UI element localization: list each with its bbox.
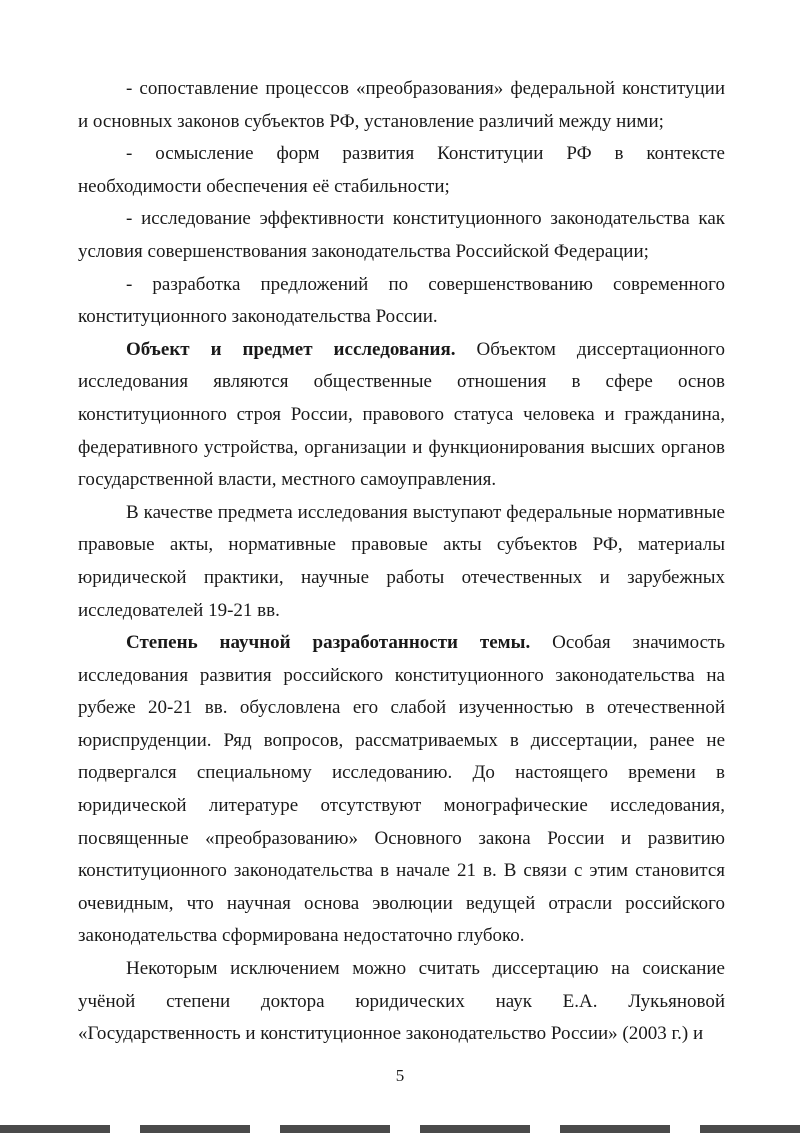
paragraph-object-subject [78,334,725,497]
paragraph-text: Особая значимость исследования развития российского конституционного законодательства на рубеже 20-21 вв. обусловлена его слабой изученностью в отечественной юриспруденции. Ряд вопросов, рассматриваемых в диссертации, ранее не подвергался специальному исследованию. До настоящего времени в юридической литературе отсутствуют монографические исследования, посвященные «преобразованию» Основного закона России и развитию конституционного законодательства в начале 21 в. В связи с этим становится очевидным, что научная основа эволюции ведущей отрасли российского законодательства сформирована недостаточно глубоко. [78,632,726,947]
paragraph-exception [78,953,725,1051]
paragraph-subject [78,497,725,627]
body-text [78,73,725,1051]
list-item-forms [78,138,725,203]
paragraph-text: - сопоставление процессов «преобразования» федеральной конституции и основных законов субъектов РФ, установление различий между ними; [78,78,725,132]
list-item-effectiveness [78,203,725,268]
list-item-comparison [78,73,725,138]
list-item-proposals [78,269,725,334]
paragraph-text: - осмысление форм развития Конституции РФ в контексте необходимости обеспечения её стабильности; [78,143,725,197]
scan-edge [0,1125,800,1133]
paragraph-text: - исследование эффективности конституционного законодательства как условия совершенствования законодательства Российской Федерации; [78,208,725,262]
paragraph-text: Некоторым исключением можно считать диссертацию на соискание учёной степени доктора юридических наук Е.А. Лукьяновой «Государственность и конституционное законодательство России» (2003 г.) и [78,958,725,1045]
paragraph-lead: Объект и предмет исследования. [126,338,456,360]
paragraph-text: В качестве предмета исследования выступают федеральные нормативные правовые акты, нормативные правовые акты субъектов РФ, материалы юридической практики, научные работы отечественных и зарубежных исследователей 19-21 вв. [78,501,725,621]
paragraph-research-degree [78,627,725,953]
paragraph-lead: Степень научной разработанности темы. [126,632,531,654]
paragraph-text: Объектом диссертационного исследования являются общественные отношения в сфере основ конституционного строя России, правового статуса человека и гражданина, федеративного устройства, организации и функционирования высших органов государственной власти, местного самоуправления. [78,338,725,491]
page-number: 5 [395,1066,405,1085]
paragraph-text: - разработка предложений по совершенствованию современного конституционного законодательства России. [78,273,725,328]
